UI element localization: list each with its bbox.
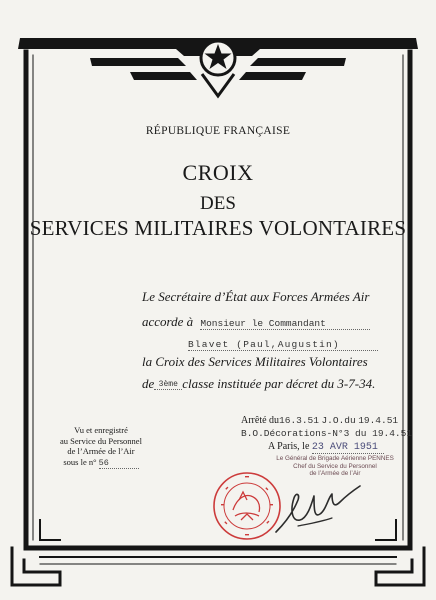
registration-number-label: sous le n° — [63, 456, 97, 467]
registration-block — [46, 425, 156, 469]
award-prefix: accorde à — [142, 314, 194, 329]
place-label: A Paris, le — [268, 441, 310, 452]
place-date-line — [268, 441, 384, 454]
bulletin-text: B.O.Décorations-N°3 du 19.4.51 — [241, 428, 413, 439]
class-value: 3ème — [154, 380, 182, 390]
recipient-name-line — [188, 335, 378, 351]
registration-line3: de l’Armée de l’Air — [67, 446, 135, 456]
signatory-stamp — [276, 455, 394, 478]
jo-label: J.O.du — [321, 415, 356, 426]
arrete-label: Arrêté du — [241, 415, 280, 426]
arrete-date: 16.3.51 — [279, 415, 319, 426]
title-services: SERVICES MILITAIRES VOLONTAIRES — [29, 216, 407, 240]
signatory-line3: de l’Armée de l’Air — [309, 470, 361, 478]
winged-star-icon — [201, 41, 235, 96]
signatory-line1: Le Général de Brigade Aérienne PENNES — [276, 455, 394, 462]
decree-line — [241, 415, 398, 426]
medal-line: la Croix des Services Militaires Volontaires — [142, 354, 368, 369]
signatory-line2: Chef du Service du Personnel — [293, 462, 377, 470]
title-des: DES — [200, 193, 236, 214]
registration-line4 — [46, 457, 156, 470]
place-date: 23 AVR 1951 — [312, 442, 384, 454]
registration-number: 56 — [99, 458, 139, 470]
bulletin-line — [241, 428, 412, 439]
registration-line2: au Service du Personnel — [60, 435, 142, 446]
class-suffix: classe instituée par décret du 3-7-34. — [182, 376, 376, 391]
secretary-line: Le Secrétaire d’État aux Forces Armées Air — [142, 289, 370, 304]
republic-heading: RÉPUBLIQUE FRANÇAISE — [145, 125, 291, 137]
title-croix: CROIX — [182, 160, 254, 185]
award-line — [142, 314, 370, 330]
handwritten-signature — [268, 478, 364, 540]
jo-date: 19.4.51 — [358, 415, 399, 426]
recipient-title: Monsieur le Commandant — [200, 318, 370, 330]
registration-line1: Vu et enregistré — [74, 425, 128, 435]
class-prefix: de — [142, 376, 155, 391]
recipient-name: Blavet (Paul,Augustin) — [188, 339, 378, 351]
class-line — [142, 376, 375, 392]
